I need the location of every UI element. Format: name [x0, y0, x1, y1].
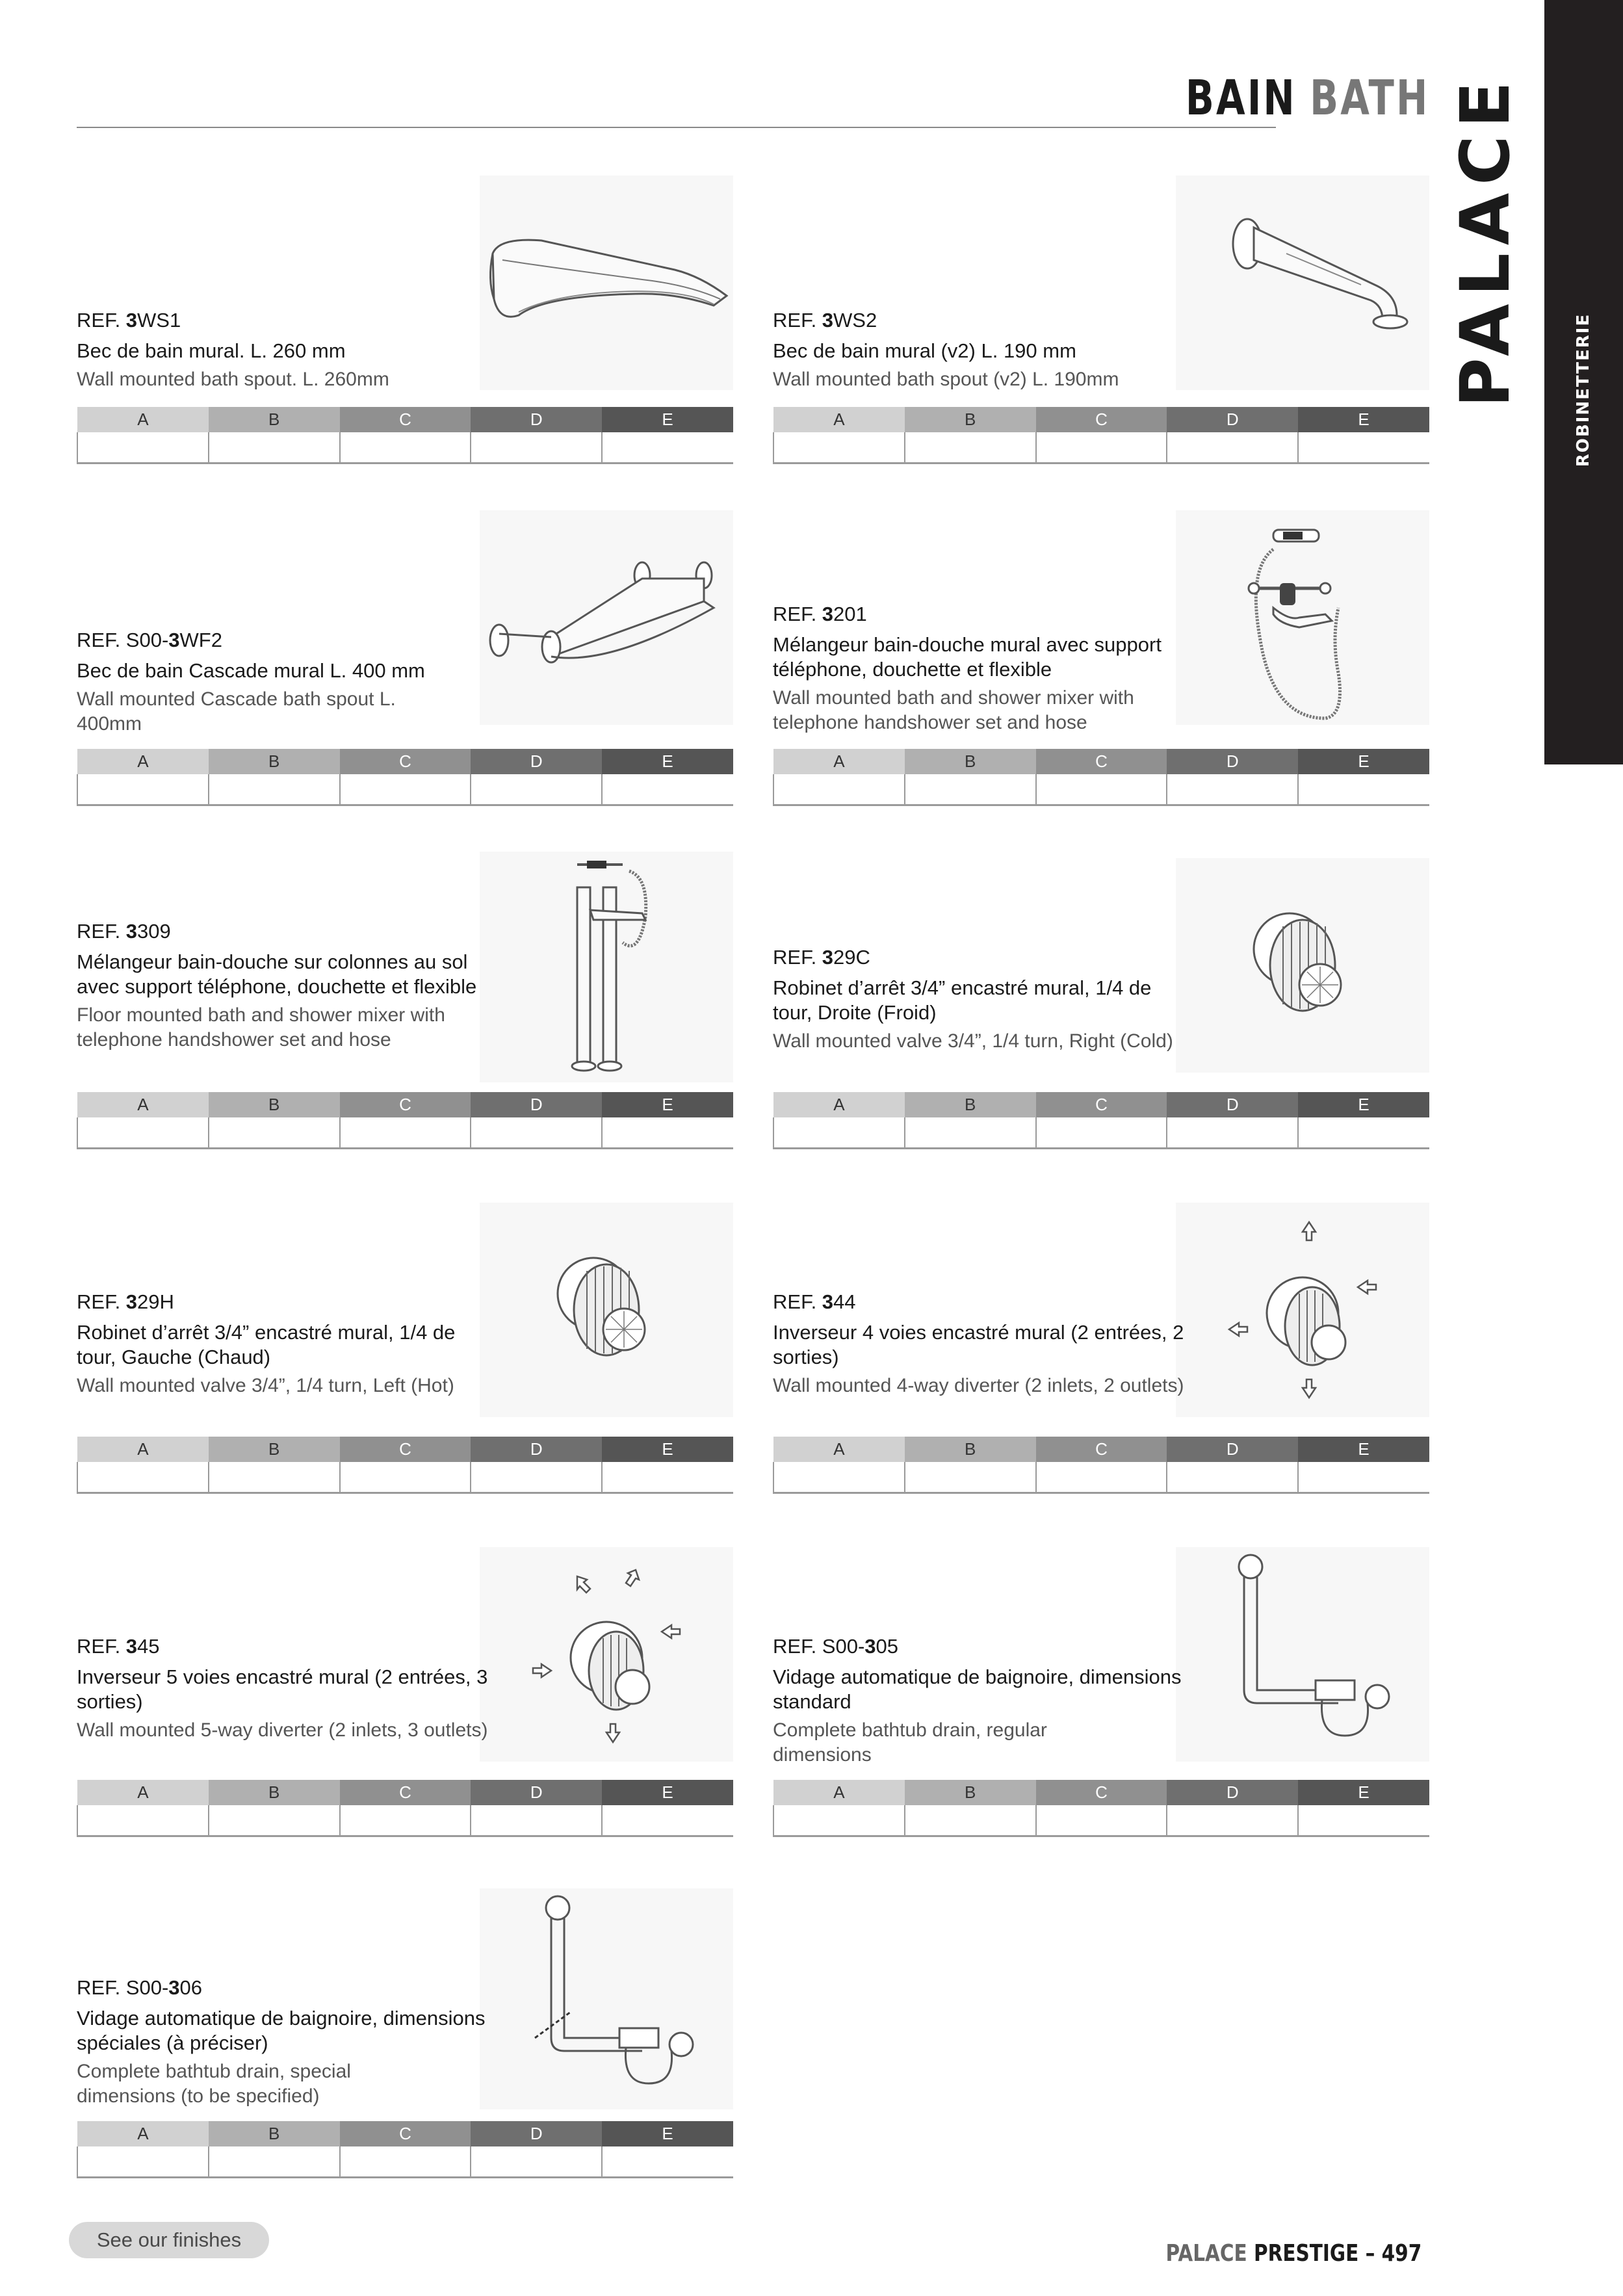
description-en: Wall mounted 4-way diverter (2 inlets, 2 outlets) [773, 1375, 1184, 1396]
title-en: BATH [1309, 70, 1429, 126]
description-en: Wall mounted Cascade bath spout L. 400mm [77, 688, 396, 735]
product-card [77, 1547, 733, 1853]
product-text [773, 946, 1189, 1054]
finish-e: E [1298, 1092, 1429, 1117]
finish-b: B [905, 407, 1036, 432]
finish-d: D [471, 749, 602, 774]
description-en: Complete bathtub drain, special dimensions (to be specified) [77, 2061, 351, 2107]
product-image [480, 176, 733, 390]
finish-c: C [1036, 407, 1167, 432]
product-reference: REF. 3WS1 [77, 309, 181, 332]
product-image [480, 852, 733, 1082]
finish-b: B [209, 407, 340, 432]
finish-cell [1167, 1117, 1298, 1149]
finish-cell [77, 1117, 209, 1149]
section-label: ROBINETTERIE [1574, 313, 1593, 467]
finish-cell [340, 1462, 471, 1493]
description-fr: Bec de bain mural (v2) L. 190 mm [773, 339, 1076, 362]
product-text [77, 309, 493, 392]
finish-a: A [77, 407, 209, 432]
bath-spout-v2-illustration [1176, 176, 1429, 390]
finish-cell [1036, 432, 1167, 463]
product-text [773, 1635, 1189, 1768]
finish-a: A [773, 1437, 905, 1462]
finish-cell [1298, 432, 1429, 463]
finish-cell [1298, 774, 1429, 805]
finish-b: B [209, 749, 340, 774]
product-text [77, 920, 493, 1052]
stop-valve-illustration [1176, 858, 1429, 1073]
finish-cell [773, 1805, 905, 1836]
finish-cell [209, 1462, 340, 1493]
product-card [77, 176, 733, 465]
finish-e: E [1298, 407, 1429, 432]
product-card [773, 510, 1429, 809]
finish-table [773, 1780, 1429, 1837]
finish-cell [471, 1462, 602, 1493]
finish-cell [1298, 1462, 1429, 1493]
finish-b: B [209, 1780, 340, 1805]
finish-cell [340, 1805, 471, 1836]
finish-b: B [209, 2121, 340, 2146]
finish-cell [773, 432, 905, 463]
description-fr: Vidage automatique de baignoire, dimensions standard [773, 1665, 1182, 1713]
description-en: Wall mounted bath spout (v2) L. 190mm [773, 369, 1119, 390]
product-card [773, 1547, 1429, 1853]
finish-cell [1167, 432, 1298, 463]
finish-c: C [1036, 1780, 1167, 1805]
cascade-spout-illustration [480, 510, 733, 725]
bath-spout-illustration [480, 176, 733, 390]
finish-a: A [77, 1780, 209, 1805]
product-reference: REF. 344 [773, 1290, 856, 1313]
finish-cell [209, 774, 340, 805]
product-card [773, 1203, 1429, 1508]
description-fr: Mélangeur bain-douche mural avec support téléphone, douchette et flexible [773, 633, 1162, 681]
floor-mixer-illustration [480, 852, 733, 1082]
description-en: Floor mounted bath and shower mixer with telephone handshower set and hose [77, 1004, 445, 1050]
product-reference: REF. 3201 [773, 603, 867, 625]
product-card [773, 852, 1429, 1157]
finish-cell [340, 432, 471, 463]
finish-a: A [77, 749, 209, 774]
description-en: Wall mounted 5-way diverter (2 inlets, 3 outlets) [77, 1719, 488, 1741]
see-finishes-button[interactable]: See our finishes [69, 2222, 269, 2258]
finish-cell [77, 2146, 209, 2178]
finish-d: D [471, 1092, 602, 1117]
product-text [77, 1635, 493, 1743]
finish-e: E [602, 1437, 733, 1462]
product-card [77, 1203, 733, 1508]
finish-cell [471, 774, 602, 805]
finish-d: D [1167, 1092, 1298, 1117]
finish-d: D [1167, 407, 1298, 432]
stop-valve-illustration [480, 1203, 733, 1417]
finish-c: C [340, 749, 471, 774]
finish-cell [1036, 1117, 1167, 1149]
finish-b: B [209, 1092, 340, 1117]
finish-cell [77, 1462, 209, 1493]
finish-a: A [773, 1780, 905, 1805]
finish-c: C [340, 1092, 471, 1117]
finish-cell [905, 1462, 1036, 1493]
product-image [1176, 858, 1429, 1073]
finish-cell [1298, 1805, 1429, 1836]
finish-table [773, 407, 1429, 464]
finish-e: E [602, 407, 733, 432]
finish-cell [1167, 774, 1298, 805]
description-en: Wall mounted bath spout. L. 260mm [77, 369, 389, 390]
finish-b: B [905, 749, 1036, 774]
finish-cell [340, 774, 471, 805]
page-footer [1165, 2240, 1422, 2267]
finish-e: E [1298, 1780, 1429, 1805]
product-reference: REF. S00-306 [77, 1976, 203, 1999]
finish-b: B [905, 1092, 1036, 1117]
finish-c: C [1036, 1092, 1167, 1117]
finish-cell [340, 2146, 471, 2178]
product-image [480, 1203, 733, 1417]
footer-collection-page: PRESTIGE – 497 [1253, 2240, 1422, 2267]
finish-b: B [905, 1437, 1036, 1462]
finish-c: C [1036, 1437, 1167, 1462]
finish-cell [905, 1805, 1036, 1836]
finish-d: D [471, 2121, 602, 2146]
product-reference: REF. 3309 [77, 920, 171, 943]
bathtub-drain-special-illustration [480, 1888, 733, 2109]
finish-cell [905, 1117, 1036, 1149]
finish-c: C [340, 1780, 471, 1805]
finish-e: E [602, 2121, 733, 2146]
product-reference: REF. 345 [77, 1635, 160, 1658]
product-card [77, 510, 733, 809]
header-divider [77, 127, 1276, 128]
finish-table [77, 1092, 733, 1149]
section-title [1185, 70, 1429, 126]
product-reference: REF. S00-305 [773, 1635, 899, 1658]
finish-table [77, 407, 733, 464]
finish-cell [602, 432, 733, 463]
finish-cell [77, 432, 209, 463]
product-image [1176, 1203, 1429, 1417]
description-fr: Inverseur 5 voies encastré mural (2 entrées, 3 sorties) [77, 1665, 488, 1713]
finish-table [77, 1780, 733, 1837]
finish-a: A [77, 2121, 209, 2146]
brand-vertical-title: PALACE [1446, 73, 1525, 408]
product-image [480, 1888, 733, 2109]
finish-cell [773, 1117, 905, 1149]
product-text [773, 1290, 1189, 1398]
product-reference: REF. 329H [77, 1290, 174, 1313]
title-fr: BAIN [1185, 70, 1297, 126]
finish-a: A [773, 749, 905, 774]
product-image [480, 1547, 733, 1762]
description-fr: Robinet d’arrêt 3/4” encastré mural, 1/4 de tour, Droite (Froid) [773, 976, 1152, 1024]
description-en: Wall mounted valve 3/4”, 1/4 turn, Right (Cold) [773, 1030, 1173, 1052]
product-reference: REF. 329C [773, 946, 870, 969]
finish-cell [905, 432, 1036, 463]
finish-d: D [471, 1437, 602, 1462]
finish-table [77, 1437, 733, 1494]
finish-c: C [1036, 749, 1167, 774]
product-text [773, 603, 1189, 735]
finish-cell [602, 1117, 733, 1149]
finish-cell [1298, 1117, 1429, 1149]
finish-cell [773, 774, 905, 805]
finish-table [773, 749, 1429, 806]
finish-e: E [1298, 749, 1429, 774]
description-fr: Vidage automatique de baignoire, dimensions spéciales (à préciser) [77, 2007, 486, 2054]
product-image [1176, 1547, 1429, 1762]
finish-cell [471, 1117, 602, 1149]
finish-cell [77, 1805, 209, 1836]
finish-table [77, 749, 733, 806]
description-fr: Bec de bain Cascade mural L. 400 mm [77, 659, 425, 682]
product-image [1176, 176, 1429, 390]
finish-c: C [340, 407, 471, 432]
description-en: Wall mounted bath and shower mixer with telephone handshower set and hose [773, 687, 1134, 733]
finish-d: D [471, 407, 602, 432]
product-card [773, 176, 1429, 465]
product-card [77, 852, 733, 1157]
product-text [773, 309, 1189, 392]
finish-b: B [209, 1437, 340, 1462]
bathtub-drain-illustration [1176, 1547, 1429, 1762]
product-text [77, 1976, 493, 2109]
description-fr: Bec de bain mural. L. 260 mm [77, 339, 346, 362]
description-en: Complete bathtub drain, regular dimensions [773, 1719, 1047, 1766]
finish-cell [209, 1117, 340, 1149]
finish-d: D [471, 1780, 602, 1805]
finish-d: D [1167, 1780, 1298, 1805]
finish-e: E [602, 1092, 733, 1117]
finish-e: E [602, 1780, 733, 1805]
finish-cell [773, 1462, 905, 1493]
finish-cell [1167, 1805, 1298, 1836]
product-text [77, 629, 493, 737]
product-image [1176, 510, 1429, 725]
finish-b: B [905, 1780, 1036, 1805]
finish-cell [471, 2146, 602, 2178]
product-reference: REF. S00-3WF2 [77, 629, 222, 651]
finish-a: A [77, 1437, 209, 1462]
finish-cell [209, 1805, 340, 1836]
finish-cell [77, 774, 209, 805]
finish-a: A [773, 407, 905, 432]
finish-a: A [773, 1092, 905, 1117]
finish-cell [602, 1462, 733, 1493]
bath-shower-mixer-illustration [1176, 510, 1429, 725]
finish-cell [471, 1805, 602, 1836]
finish-cell [209, 432, 340, 463]
finish-cell [1036, 1462, 1167, 1493]
finish-cell [1036, 1805, 1167, 1836]
finish-e: E [1298, 1437, 1429, 1462]
finish-c: C [340, 2121, 471, 2146]
description-en: Wall mounted valve 3/4”, 1/4 turn, Left (Hot) [77, 1375, 454, 1396]
description-fr: Inverseur 4 voies encastré mural (2 entrées, 2 sorties) [773, 1321, 1184, 1368]
diverter-4way-illustration [1176, 1203, 1429, 1417]
finish-cell [471, 432, 602, 463]
finish-cell [905, 774, 1036, 805]
product-reference: REF. 3WS2 [773, 309, 877, 332]
finish-cell [340, 1117, 471, 1149]
product-image [480, 510, 733, 725]
section-side-tab [1544, 0, 1623, 764]
finish-table [773, 1092, 1429, 1149]
footer-brand: PALACE [1165, 2240, 1254, 2267]
description-fr: Mélangeur bain-douche sur colonnes au sol avec support téléphone, douchette et flexible [77, 950, 477, 998]
finish-cell [1036, 774, 1167, 805]
finish-table [77, 2121, 733, 2178]
finish-cell [602, 1805, 733, 1836]
product-card [77, 1888, 733, 2194]
finish-a: A [77, 1092, 209, 1117]
product-text [77, 1290, 493, 1398]
finish-table [773, 1437, 1429, 1494]
finish-cell [602, 2146, 733, 2178]
diverter-5way-illustration [480, 1547, 733, 1762]
finish-cell [1167, 1462, 1298, 1493]
description-fr: Robinet d’arrêt 3/4” encastré mural, 1/4 de tour, Gauche (Chaud) [77, 1321, 456, 1368]
finish-d: D [1167, 1437, 1298, 1462]
finish-d: D [1167, 749, 1298, 774]
finish-cell [602, 774, 733, 805]
finish-c: C [340, 1437, 471, 1462]
finish-cell [209, 2146, 340, 2178]
finish-e: E [602, 749, 733, 774]
